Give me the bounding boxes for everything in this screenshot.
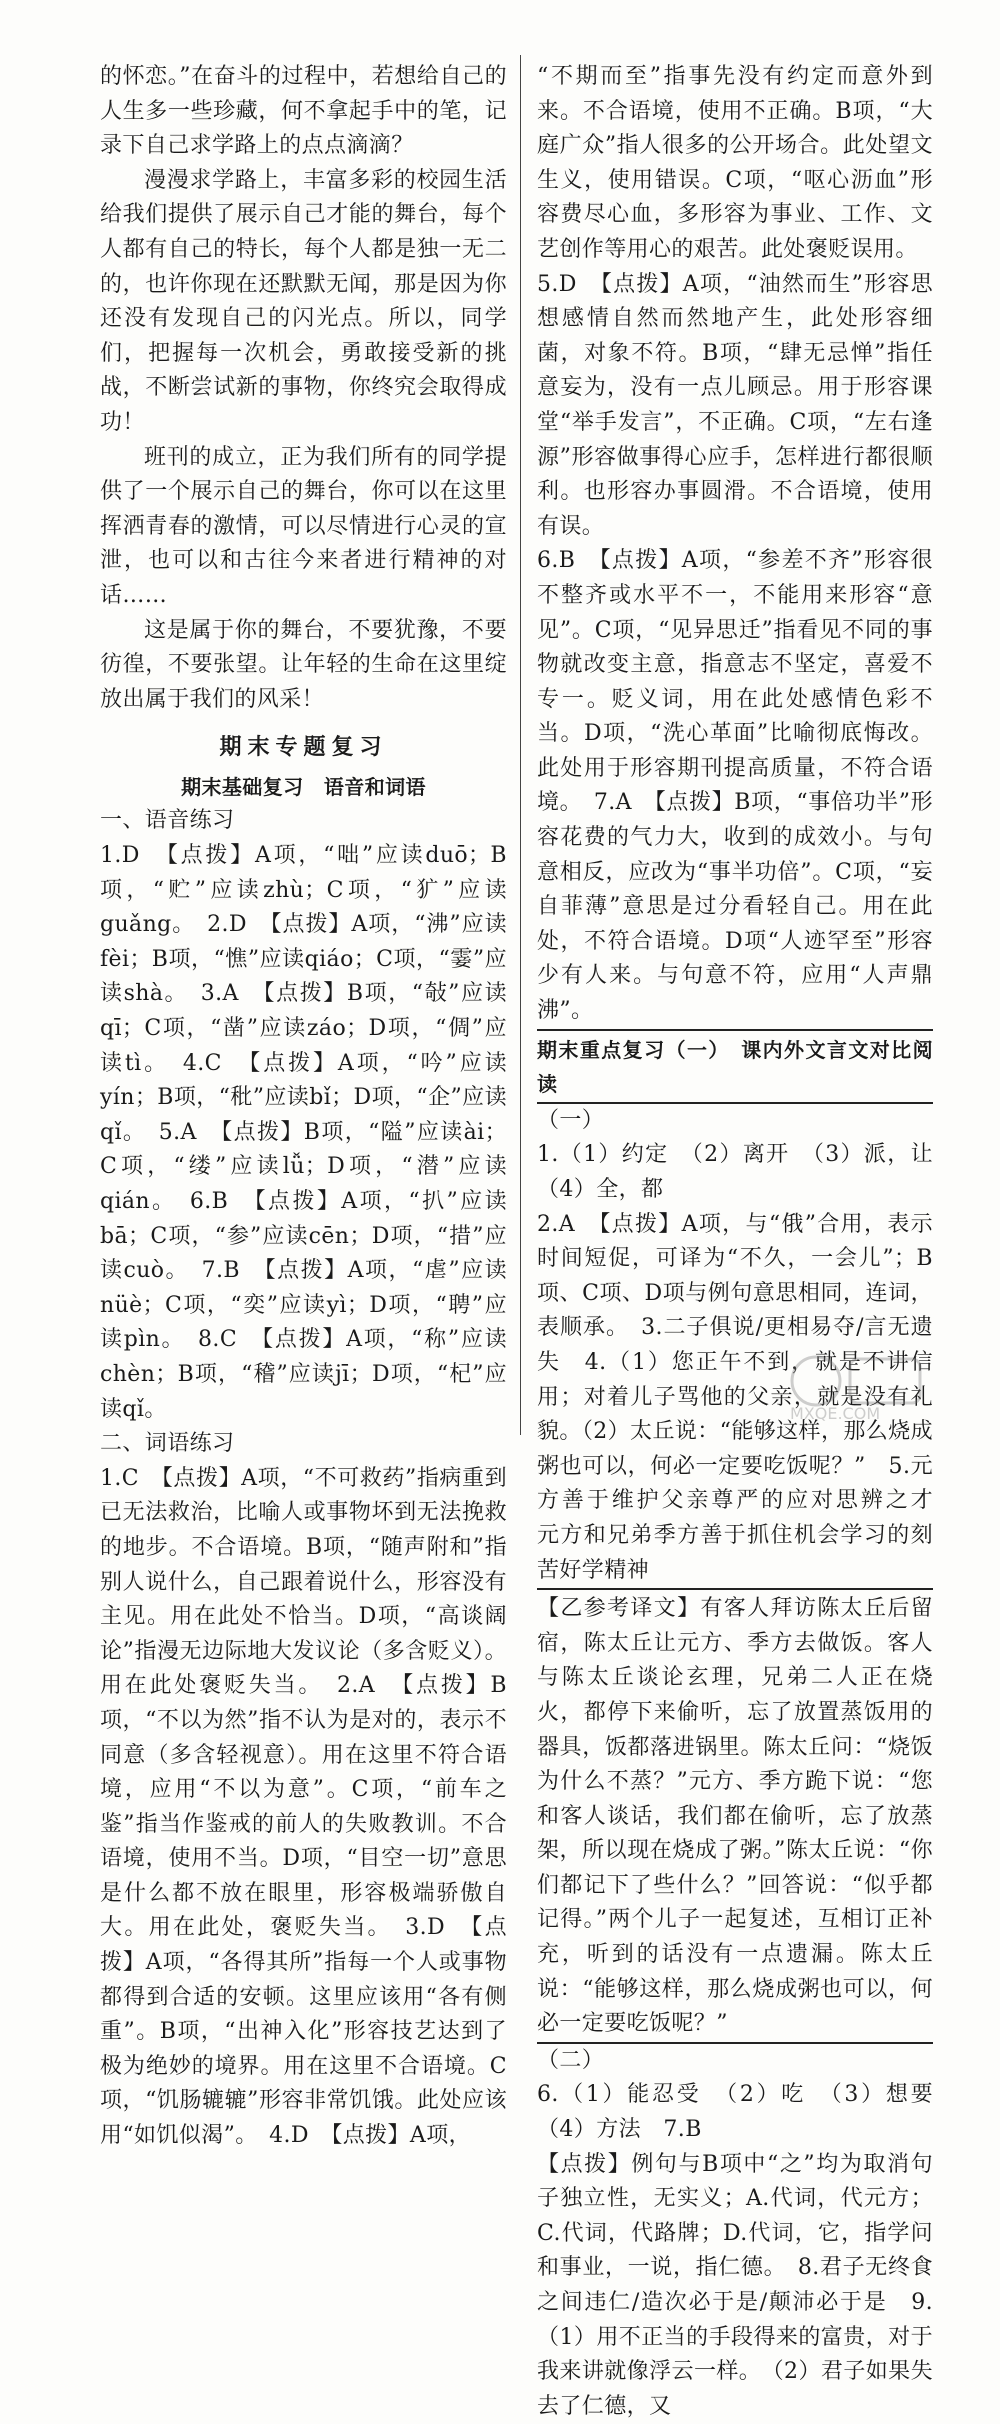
- right-text-5: 2.A 【点拨】A项，与“俄”合用，表示时间短促，可译为“不久，一会儿”；B项、C项、D项与例句意思相同，连词，表顺承。 3.二子俱说/更相易夺/言无遗失 4.（1）您正午不到，就是不讲信用；对着儿子骂他的父亲，就是没有礼貌。（2）太丘说：“能够这样，那么烧成粥也可以，何必一定要吃饭呢？” 5.元方善于维护父亲尊严的应对思辨之才 元方和兄弟季方善于抓住机会学习的刻苦好学精神: [537, 1211, 956, 1583]
- translation-block: 【乙参考译文】有客人拜访陈太丘后留宿，陈太丘让元方、季方去做饭。客人与陈太丘谈论玄理，兄弟二人正在烧火，都停下来偷听，忘了放置蒸饭用的器具，饭都落进锅里。陈太丘问：“烧饭为什么不蒸？”元方、季方跪下说：“您和客人谈话，我们都在偷听，忘了放蒸架，所以现在烧成了粥。”陈太丘说：“你们都记下了些什么？”回答说：“似乎都记得。”两个儿子一起复述，互相订正补充，听到的话没有一点遗漏。陈太丘说：“能够这样，那么烧成粥也可以，何必一定要吃饭呢？”: [537, 1588, 933, 2044]
- right-text-1: “不期而至”指事先没有约定而意外到来。不合语境，使用不正确。B项，“大庭广众”指人很多的公开场合。此处望文生义，使用错误。C项，“呕心沥血”形容费尽心血，多形容为事业、工作、文艺创作等用心的艰苦。此处褒贬误用。: [537, 64, 933, 262]
- column-divider: [520, 55, 521, 1435]
- left-column: [100, 60, 507, 2154]
- right-text-3: 6.B 【点拨】A项，“参差不齐”形容很不整齐或水平不一，不能用来形容“意见”。C项，“见异思迁”指看见不同的事物就改变主意，指意志不坚定，喜爱不专一。贬义词，用在此处感情色彩不当。D项，“洗心革面”比喻彻底悔改。此处用于形容期刊提高质量，不符合语境。 7.A 【点拨】B项，“事倍功半”形容花费的气力大，收到的成效小。与句意相反，应改为“事半功倍”。C项，“妄自菲薄”意思是过分看轻自己。用在此处，不符合语境。D项“人迹罕至”形容少有人来。与句意不符，应用“人声鼎沸”。: [537, 548, 933, 1024]
- vocabulary-heading: 二、词语练习: [100, 1431, 235, 1457]
- phonetics-heading: 一、语音练习: [100, 808, 235, 834]
- right-text-8: 【点拨】例句与B项中“之”均为取消句子独立性，无实义；A.代词，代元方；C.代词，代路牌；D.代词，它，指学问和事业，一说，指仁德。 8.君子无终食之间违仁/造次必于是/颠沛必于是 9.（1）用不正当的手段得来的富贵，对于我来讲就像浮云一样。 （2）君子如果失去了仁德，又: [537, 2151, 933, 2419]
- review-section-title: 期末重点复习（一） 课内外文言文对比阅读: [537, 1029, 933, 1104]
- watermark-logo-icon: [780, 1351, 930, 1423]
- left-para-4: 这是属于你的舞台，不要犹豫，不要彷徨，不要张望。让年轻的生命在这里绽放出属于我们的风采！: [100, 617, 507, 712]
- right-column: [537, 60, 956, 2424]
- right-text-4: 1.（1）约定 （2）离开 （3）派，让 （4）全，都: [537, 1142, 956, 1202]
- group-2-label: （二）: [537, 2047, 605, 2073]
- left-para-1: 的怀恋。”在奋斗的过程中，若想给自己的人生多一些珍藏，何不拿起手中的笔，记录下自己求学路上的点点滴滴？: [100, 64, 507, 159]
- section-subtitle: 期末基础复习 语音和词语: [181, 774, 426, 799]
- left-para-2: 漫漫求学路上，丰富多彩的校园生活给我们提供了展示自己才能的舞台，每个人都有自己的特长，每个人都是独一无二的，也许你现在还默默无闻，那是因为你还没有发现自己的闪光点。所以，同学们，把握每一次机会，勇敢接受新的挑战，不断尝试新的事物，你终究会取得成功！: [100, 167, 507, 435]
- right-text-7: 6.（1）能忍受 （2）吃 （3）想要 （4）方法 7.B: [537, 2082, 956, 2143]
- right-text-2: 5.D 【点拨】A项，“油然而生”形容思想感情自然而然地产生，此处形容细菌，对象不符。B项，“肆无忌惮”指任意妄为，没有一点儿顾忌。用于形容课堂“举手发言”，不正确。C项，“左右逢源”形容做事得心应手，怎样进行都很顺利。也形容办事圆滑。不合语境，使用有误。: [537, 271, 933, 539]
- vocabulary-answers: 1.C 【点拨】A项，“不可救药”指病重到已无法救治，比喻人或事物坏到无法挽救的地步。不合语境。B项，“随声附和”指别人说什么，自己跟着说什么，形容没有主见。用在此处不恰当。D项，“高谈阔论”指漫无边际地大发议论（多含贬义）。用在此处褒贬失当。 2.A 【点拨】B项，“不以为然”指不认为是对的，表示不同意（多含轻视意）。用在这里不符合语境，应用“不以为意”。C项，“前车之鉴”指当作鉴戒的前人的失败教训。不合语境，使用不当。D项，“目空一切”意思是什么都不放在眼里，形容极端骄傲自大。用在此处，褒贬失当。 3.D 【点拨】A项，“各得其所”指每一个人或事物都得到合适的安顿。这里应该用“各有侧重”。B项，“出神入化”形容技艺达到了极为绝妙的境界。用在这里不合语境。C项，“饥肠辘辘”形容非常饥饿。此处应该用“如饥似渴”。 4.D 【点拨】A项，: [100, 1465, 507, 2149]
- left-para-3: 班刊的成立，正为我们所有的同学提供了一个展示自己的舞台，你可以在这里挥洒青春的激情，可以尽情进行心灵的宣泄，也可以和古往今来者进行精神的对话……: [100, 444, 507, 608]
- section-title: 期末专题复习: [219, 735, 388, 761]
- phonetics-answers: 1.D 【点拨】A项，“咄”应读duō；B项，“贮”应读zhù；C项，“犷”应读guǎng。 2.D 【点拨】A项，“沸”应读fèi；B项，“憔”应读qiáo；C项，“霎”应读shà。 3.A 【点拨】B项，“敧”应读qī；C项，“凿”应读záo；D项，“倜”应读tì。 4.C 【点拨】A项，“吟”应读yín；B项，“秕”应读bǐ；D项，“企”应读qǐ。 5.A 【点拨】B项，“隘”应读ài；C项，“缕”应读lǚ；D项，“潜”应读qián。 6.B 【点拨】A项，“扒”应读bā；C项，“参”应读cēn；D项，“措”应读cuò。 7.B 【点拨】A项，“虐”应读nüè；C项，“奕”应读yì；D项，“聘”应读pìn。 8.C 【点拨】A项，“称”应读chèn；B项，“稽”应读jī；D项，“杞”应读qǐ。: [100, 843, 507, 1422]
- group-1-label: （一）: [537, 1107, 605, 1133]
- watermark-text: MXQE.COM: [790, 1404, 881, 1423]
